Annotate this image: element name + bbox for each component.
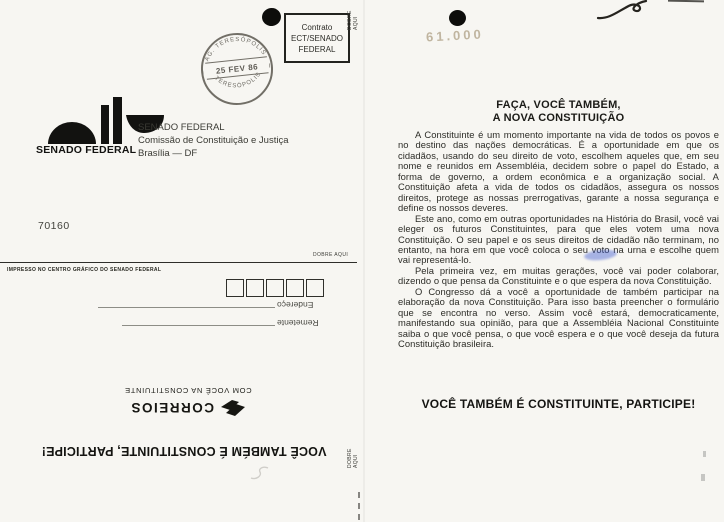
letter-title-line-2: A NOVA CONSTITUIÇÃO (492, 111, 625, 124)
senado-logo-caption: SENADO FEDERAL (36, 144, 137, 156)
cep-box (286, 279, 304, 297)
sender-org: SENADO FEDERAL (138, 122, 225, 133)
letter-paragraph: Este ano, como em outras oportunidades na História do Brasil, você vai eleger os futuros Constituintes, para que eles votem uma nova Constituição. O seu papel e os seus direitos de cidadão não terminam, no entanto, na hora em que você coloca o seu voto na urna e escolhe quem vai representá-lo. (398, 212, 719, 266)
correios-brand-name: CORREIOS (130, 400, 215, 416)
sender-address-block (138, 121, 289, 160)
fold-line (0, 262, 357, 263)
postmark-right-tick: I (268, 63, 271, 70)
meter-stamp-value: 61.000 (425, 26, 485, 45)
address-write-line (98, 307, 275, 308)
punch-hole-right (449, 10, 466, 26)
contract-line-1: Contrato (301, 22, 333, 32)
letter-body (398, 130, 719, 350)
postmark-arc-bottom-text: TERESÓPOLIS (213, 71, 263, 90)
postal-code: 70160 (38, 220, 70, 232)
letter-title-line-1: FAÇA, VOCÊ TAMBÉM, (496, 99, 621, 111)
contract-line-3: FEDERAL (298, 44, 336, 54)
pen-mark (596, 0, 652, 22)
postmark-date-text: 25 FEV 86 (215, 62, 259, 76)
sender-committee: Comissão de Constituição e Justiça (138, 135, 289, 146)
fold-bottom-word-2: AQUI (353, 454, 359, 468)
letter-paragraph: Pela primeira vez, em muitas gerações, você vai poder colaborar, dizendo o que pensa da Constituinte e o que espera da nova Constituição. (398, 264, 719, 287)
correios-slogan: COM VOCÊ NA CONSTITUINTE (124, 386, 252, 395)
edge-dash (701, 474, 705, 481)
cep-box (246, 279, 264, 297)
fold-mark-bottom (347, 448, 359, 468)
cep-box (226, 279, 244, 297)
fold-top-word-1: DOBRE (347, 10, 353, 30)
svg-text:AG. TERESÓPOLIS (202, 34, 267, 63)
postage-contract-box (284, 13, 350, 63)
edge-dash (703, 451, 706, 457)
sender-write-line (122, 325, 275, 326)
contract-line-2: ECT/SENADO (290, 33, 343, 43)
fold-mark-top (347, 10, 359, 30)
address-label: Endereço (277, 300, 314, 310)
cep-digit-boxes (226, 279, 324, 297)
postmark-left-tick: I (201, 70, 205, 77)
scan-edge-mark (668, 0, 704, 2)
cut-dash-line (358, 492, 360, 520)
sender-label: Remetente (277, 318, 319, 328)
sender-city: Brasília — DF (138, 148, 198, 159)
back-headline: VOCÊ TAMBÉM É CONSTITUINTE, PARTICIPE! (41, 444, 327, 458)
correios-brand-block (92, 386, 284, 417)
scan-crease (363, 0, 365, 522)
letter-title (398, 99, 719, 124)
faint-smudge (248, 464, 270, 482)
cep-box (306, 279, 324, 297)
postmark-stamp-icon (193, 25, 281, 113)
correios-logo-icon (220, 399, 246, 417)
postmark-arc-top-text: AG. TERESÓPOLIS (204, 36, 267, 63)
printer-imprint: IMPRESSO NO CENTRO GRÁFICO DO SENADO FEDERAL (7, 267, 162, 273)
fold-here-label: DOBRE AQUI (313, 252, 349, 258)
letter-closing-headline: VOCÊ TAMBÉM É CONSTITUINTE, PARTICIPE! (421, 397, 696, 411)
fold-top-word-2: AQUI (353, 16, 359, 30)
cep-box (266, 279, 284, 297)
fold-bottom-word-1: DOBRE (347, 448, 353, 468)
letter-paragraph: A Constituinte é um momento importante na vida de todos os povos e no destino das nações democráticas. É a oportunidade em que os cidadãos, usando do seu direito de voto, escolhem aqueles que, em seu nome e reunidos em Assembléia, decidem sobre o papel do Estado, a forma de governo, a ordem econômica e a organização social. A Constituição afeta a vida de todos os cidadãos, assegura os nossos direitos, protege as nossas prerrogativas, garante a nossa segurança e define os nossos deveres. (398, 129, 719, 214)
letter-paragraph: O Congresso dá a você a oportunidade de também participar na elaboração da nova Constituição. Para isso basta preencher o formulário que se encontra no verso. Assim você estará, democraticamente, manifestando sua opinião, para que a Assembléia Nacional Constituinte saiba o que você pensa, o que você espera e o que você deseja da futura Constituição brasileira. (398, 285, 719, 350)
